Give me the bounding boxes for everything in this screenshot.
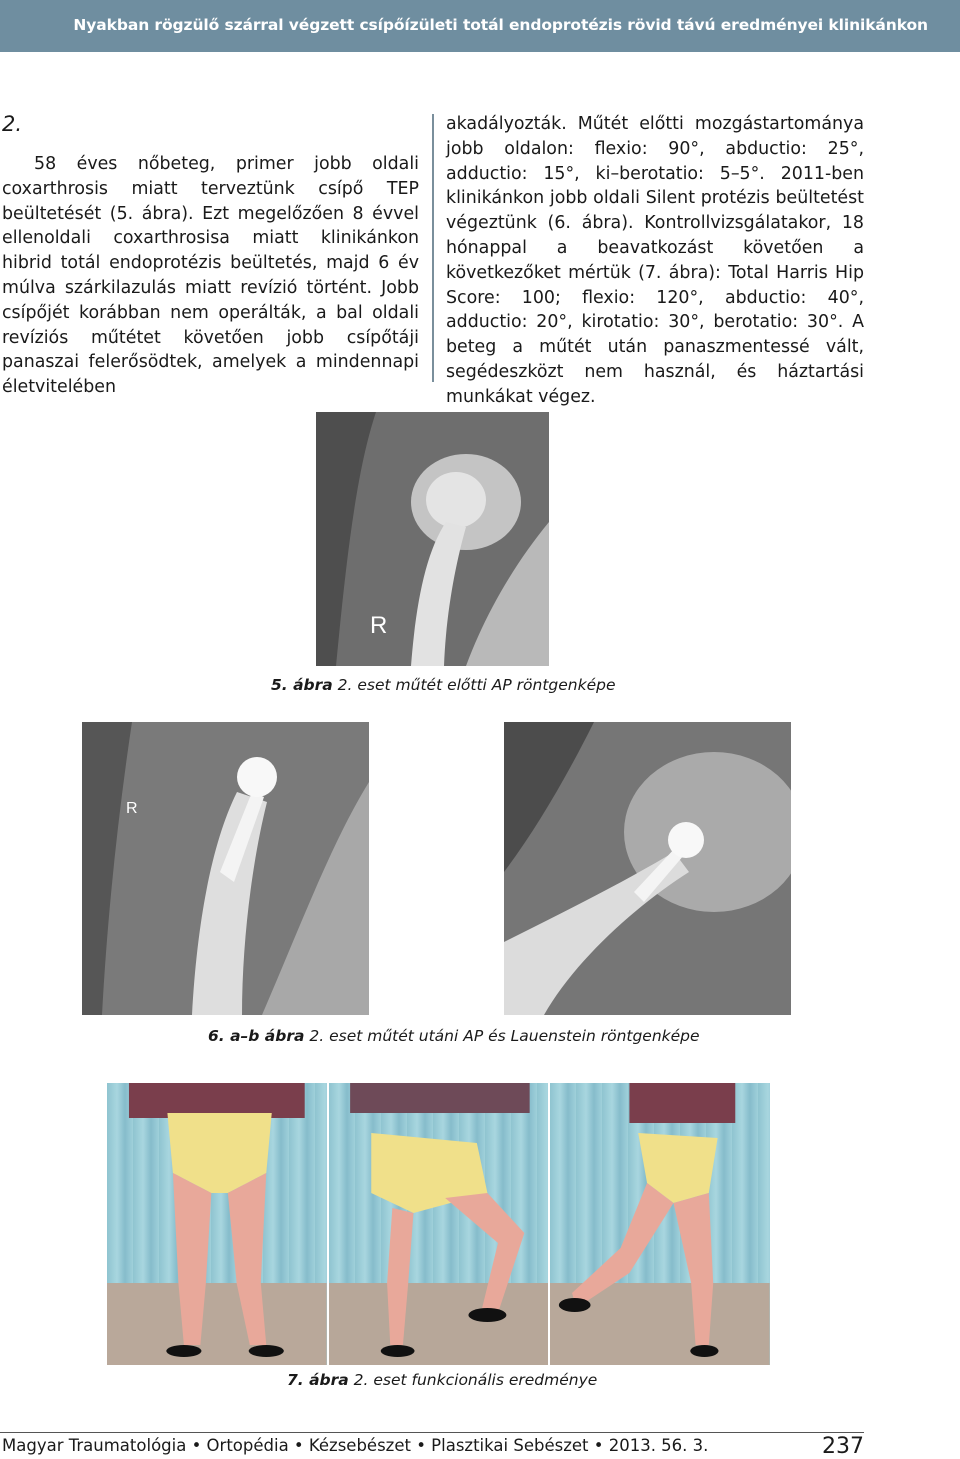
figure-6a-xray (82, 722, 369, 1015)
photo-image-abduction (550, 1083, 770, 1365)
figure-6b-xray (504, 722, 791, 1015)
photo-flexion (329, 1083, 549, 1365)
figure-7-caption (287, 1371, 597, 1389)
figure-5-xray (316, 412, 549, 666)
xray-image-6b (504, 722, 791, 1015)
running-header (0, 0, 960, 52)
figure-5-caption-text: 2. eset műtét előtti AP röntgenképe (332, 676, 616, 694)
footer-rule (0, 1432, 864, 1433)
left-paragraph: 58 éves nőbeteg, primer jobb oldali coxarthrosis miatt terveztünk csípő TEP beültetését (5. ábra). Ezt megelőzően 8 évvel ellenoldali coxarthrosisa miatt klinikánkon hibrid totál endoprotézis beültetés, majd 6 év múlva szárkilazulás miatt revízió történt. Jobb csípőjét korábban nem operálták, a bal oldali revíziós műtétet követően jobb csípőtáji panaszai felerősödtek, amelyek a mindennapi életvitelében (2, 154, 419, 398)
column-divider (432, 114, 434, 382)
page-number: 237 (822, 1434, 864, 1459)
figure-5-caption (271, 676, 616, 694)
side-marker-r: R (370, 612, 388, 639)
figure-6-caption-text: 2. eset műtét utáni AP és Lauenstein röntgenképe (304, 1027, 700, 1045)
case-number: 2. (2, 112, 23, 136)
xray-image-6a (82, 722, 369, 1015)
photo-image-standing (107, 1083, 327, 1365)
figure-5-label: 5. ábra (271, 676, 333, 694)
photo-standing (107, 1083, 327, 1365)
right-column (446, 112, 864, 410)
right-paragraph: akadályozták. Műtét előtti mozgástartománya jobb oldalon: flexio: 90°, abductio: 25°, adductio: 15°, ki–berotatio: 5–5°. 2011-ben klinikánkon jobb oldali Silent protézis beültetést végeztünk (6. ábra). Kontrollvizsgálatakor, 18 hónappal a beavatkozást követően a következőket mértük (7. ábra): Total Harris Hip Score: 100; flexio: 120°, abductio: 40°, adductio: 20°, kirotatio: 30°, berotatio: 30°. A beteg a műtét után panaszmentessé vált, segédeszközt nem használ, és háztartási munkákat végez. (446, 114, 864, 407)
left-column (2, 152, 419, 400)
figure-7-label: 7. ábra (287, 1371, 349, 1389)
xray-image-5 (316, 412, 549, 666)
side-marker-r: R (126, 800, 138, 817)
photo-image-flexion (329, 1083, 549, 1365)
figure-6-caption (208, 1027, 700, 1045)
photo-abduction (550, 1083, 770, 1365)
figure-6-label: 6. a–b ábra (208, 1027, 305, 1045)
figure-7-photos (107, 1083, 770, 1365)
footer-journal: Magyar Traumatológia • Ortopédia • Kézsebészet • Plasztikai Sebészet • 2013. 56. 3. (2, 1436, 709, 1455)
figure-7-caption-text: 2. eset funkcionális eredménye (348, 1371, 598, 1389)
header-title: Nyakban rögzülő szárral végzett csípőízületi totál endoprotézis rövid távú eredményei klinikánkon (73, 16, 928, 34)
